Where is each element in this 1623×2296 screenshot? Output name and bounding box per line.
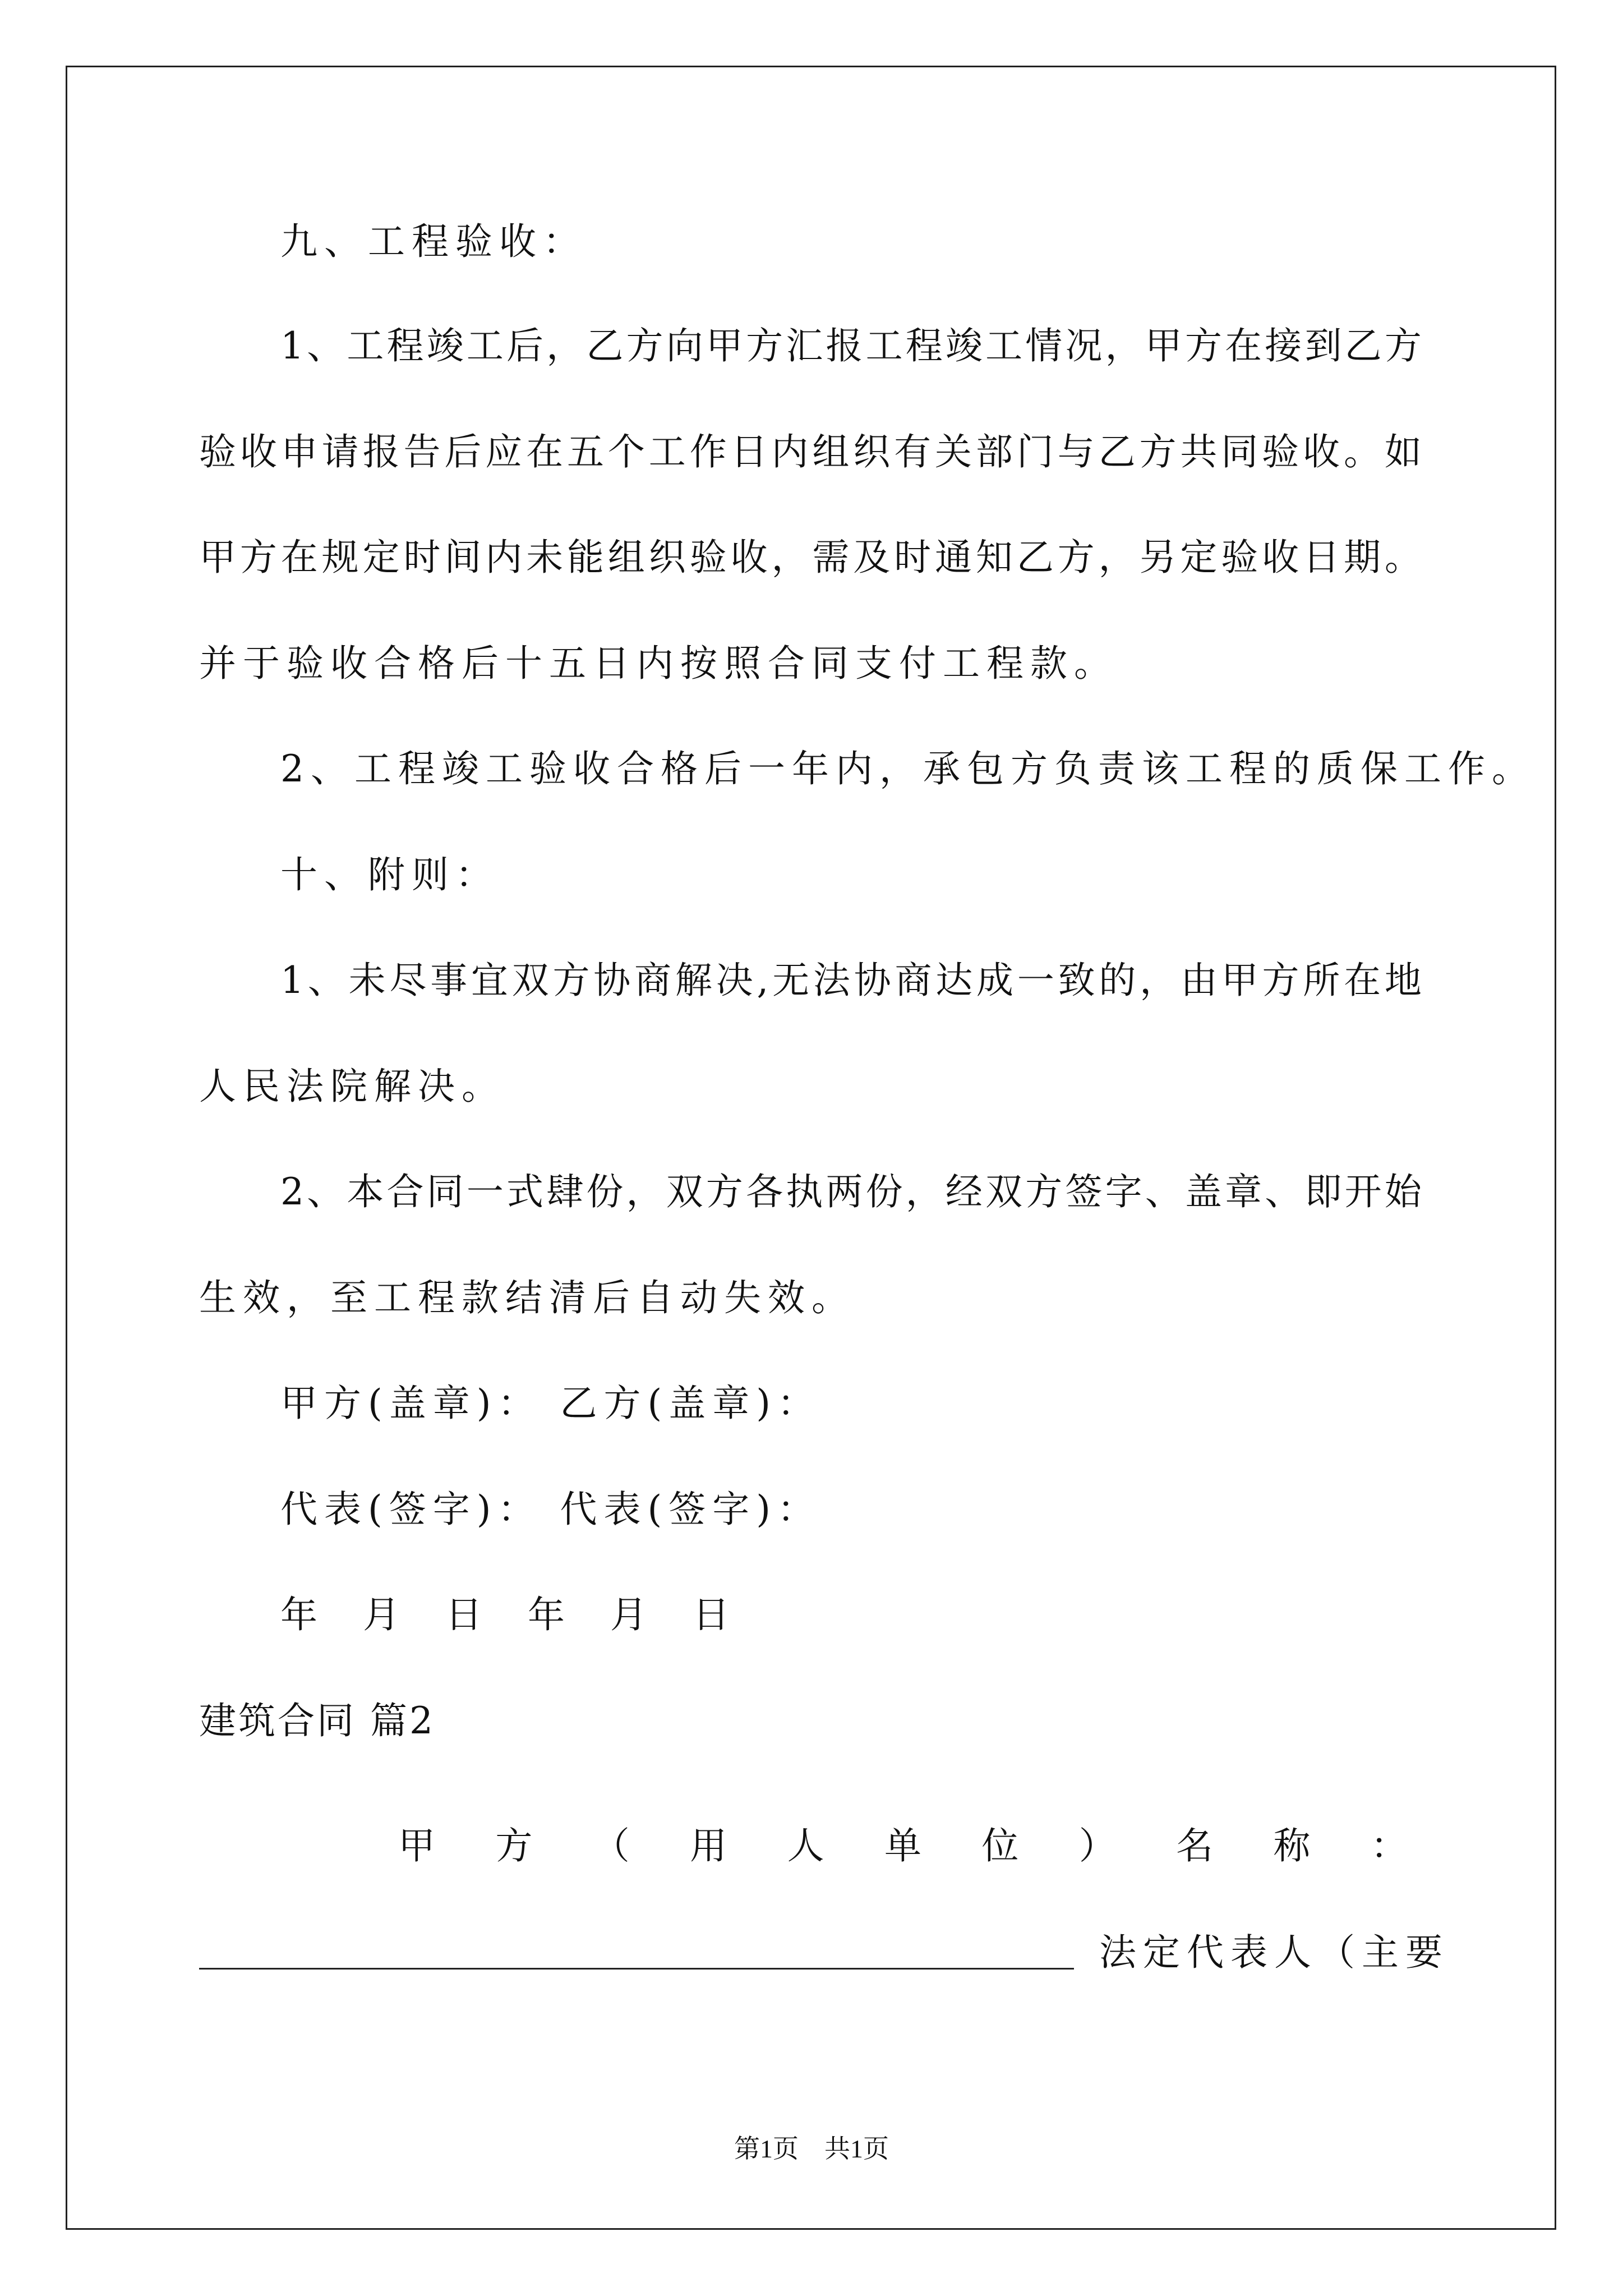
text-char: 方 bbox=[1057, 536, 1095, 579]
text-char: 达 bbox=[935, 959, 973, 1002]
spread-char: 单 bbox=[884, 1824, 921, 1867]
text-char: 织 bbox=[853, 430, 891, 473]
text-char: 工 bbox=[865, 324, 903, 367]
text-char: 、 bbox=[1265, 1170, 1302, 1213]
text-char: 在 bbox=[280, 536, 318, 579]
text-char: 始 bbox=[1384, 1170, 1422, 1213]
signature-sign-line: 代表(签字)： 代表(签字)： bbox=[280, 1488, 821, 1531]
text-char: ， bbox=[546, 324, 584, 367]
text-char: 内 bbox=[485, 536, 523, 579]
text-char: 门 bbox=[1016, 430, 1054, 473]
text-char: 工 bbox=[985, 324, 1023, 367]
text-char: 盖 bbox=[1184, 1170, 1222, 1213]
paragraph-line bbox=[199, 430, 1422, 473]
text-char: 执 bbox=[786, 1170, 823, 1213]
text-char: 两 bbox=[826, 1170, 863, 1213]
paragraph-line: 生效，至工程款结清后自动失效。 bbox=[199, 1276, 855, 1319]
spread-char: 用 bbox=[690, 1824, 727, 1867]
text-char: 、 bbox=[1145, 1170, 1182, 1213]
text-char: 五 bbox=[567, 430, 605, 473]
text-char: 汇 bbox=[786, 324, 823, 367]
text-char: 式 bbox=[506, 1170, 544, 1213]
text-char: 经 bbox=[945, 1170, 983, 1213]
text-char: 尽 bbox=[389, 959, 427, 1002]
text-char: 方 bbox=[706, 1170, 743, 1213]
text-char: 定 bbox=[362, 536, 400, 579]
text-char: 方 bbox=[1139, 430, 1177, 473]
text-char: 告 bbox=[403, 430, 441, 473]
text-char: 未 bbox=[526, 536, 564, 579]
text-char: 份 bbox=[865, 1170, 903, 1213]
text-char: 组 bbox=[812, 430, 850, 473]
text-char: 份 bbox=[586, 1170, 624, 1213]
spread-char: 甲 bbox=[398, 1824, 435, 1867]
text-char: 织 bbox=[648, 536, 686, 579]
paragraph-line: 2、工程竣工验收合格后一年内，承包方负责该工程的质保工作。 bbox=[280, 747, 1536, 790]
text-char: 知 bbox=[975, 536, 1013, 579]
text-char: 、 bbox=[307, 1170, 344, 1213]
paragraph-line bbox=[199, 536, 1422, 579]
text-char: 竣 bbox=[945, 324, 983, 367]
text-char: 商 bbox=[634, 959, 672, 1002]
text-char: 后 bbox=[506, 324, 544, 367]
text-char: 工 bbox=[347, 324, 384, 367]
paragraph-line: 人民法院解决。 bbox=[199, 1065, 505, 1108]
text-char: 乙 bbox=[1344, 324, 1382, 367]
text-char: 验 bbox=[689, 536, 727, 579]
text-char: 在 bbox=[1225, 324, 1262, 367]
spread-char: 位 bbox=[981, 1824, 1019, 1867]
text-char: 、 bbox=[307, 959, 345, 1002]
party-a-name-blank bbox=[199, 1968, 1074, 1970]
text-char: ， bbox=[771, 536, 809, 579]
text-char: 方 bbox=[239, 536, 277, 579]
text-char: 1 bbox=[280, 324, 304, 367]
text-char: 甲 bbox=[1145, 324, 1182, 367]
text-char: 本 bbox=[347, 1170, 384, 1213]
text-char: 。 bbox=[1343, 430, 1381, 473]
section-title-part2: 建筑合同 篇2 bbox=[199, 1699, 435, 1742]
paragraph-line bbox=[280, 1170, 1422, 1213]
text-char: 验 bbox=[1221, 536, 1258, 579]
text-char: 在 bbox=[1344, 959, 1381, 1002]
text-char: 程 bbox=[905, 324, 943, 367]
text-char: 事 bbox=[430, 959, 468, 1002]
text-char: 商 bbox=[895, 959, 932, 1002]
text-char: 定 bbox=[1180, 536, 1218, 579]
text-char: 字 bbox=[1105, 1170, 1142, 1213]
text-char: 日 bbox=[730, 430, 768, 473]
text-char: 与 bbox=[1057, 430, 1095, 473]
text-char: ， bbox=[1140, 959, 1177, 1002]
text-char: 接 bbox=[1265, 324, 1302, 367]
text-char: 验 bbox=[199, 430, 236, 473]
party-a-name-label bbox=[398, 1824, 1408, 1867]
text-char: 双 bbox=[666, 1170, 703, 1213]
text-char: 章 bbox=[1225, 1170, 1262, 1213]
spread-char: ） bbox=[1078, 1824, 1116, 1867]
spread-char: 名 bbox=[1176, 1824, 1214, 1867]
text-char: 一 bbox=[466, 1170, 504, 1213]
text-char: 方 bbox=[1184, 324, 1222, 367]
text-char: 另 bbox=[1139, 536, 1177, 579]
text-char: 如 bbox=[1384, 430, 1422, 473]
text-char: 、 bbox=[307, 324, 344, 367]
text-char: 未 bbox=[348, 959, 386, 1002]
text-char: 作 bbox=[689, 430, 727, 473]
signature-date-line: 年 月 日 年 月 日 bbox=[280, 1593, 746, 1636]
text-char: 收 bbox=[730, 536, 768, 579]
text-char: 请 bbox=[321, 430, 359, 473]
text-char: 组 bbox=[607, 536, 645, 579]
text-char: 规 bbox=[321, 536, 359, 579]
text-char: 1 bbox=[280, 959, 304, 1002]
text-char: 方 bbox=[552, 959, 590, 1002]
text-char: 能 bbox=[567, 536, 605, 579]
text-char: 验 bbox=[1262, 430, 1299, 473]
text-char: 地 bbox=[1384, 959, 1422, 1002]
text-char: 时 bbox=[403, 536, 441, 579]
text-char: 法 bbox=[813, 959, 850, 1002]
text-char: 报 bbox=[362, 430, 400, 473]
text-char: 开 bbox=[1344, 1170, 1382, 1213]
text-char: 。 bbox=[1384, 536, 1422, 579]
spread-char: 人 bbox=[787, 1824, 824, 1867]
text-char: 时 bbox=[894, 536, 932, 579]
text-char: 通 bbox=[935, 536, 972, 579]
text-char: 期 bbox=[1343, 536, 1381, 579]
text-char: 共 bbox=[1180, 430, 1218, 473]
spread-char: 方 bbox=[495, 1824, 533, 1867]
text-char: 内 bbox=[771, 430, 809, 473]
text-char: 方 bbox=[1025, 1170, 1063, 1213]
text-char: 肆 bbox=[546, 1170, 584, 1213]
text-char: 关 bbox=[935, 430, 972, 473]
legal-representative-label: 法定代表人（主要 bbox=[1099, 1931, 1449, 1974]
spread-char: （ bbox=[592, 1824, 630, 1867]
page-footer: 第1页 共1页 bbox=[734, 2134, 889, 2163]
text-char: 方 bbox=[626, 324, 663, 367]
text-char: 签 bbox=[1065, 1170, 1103, 1213]
text-char: 即 bbox=[1304, 1170, 1342, 1213]
text-char: 应 bbox=[485, 430, 523, 473]
text-char: 甲 bbox=[199, 536, 236, 579]
text-char: 情 bbox=[1025, 324, 1063, 367]
text-char: 申 bbox=[280, 430, 318, 473]
text-char: 后 bbox=[444, 430, 482, 473]
text-char: 收 bbox=[1262, 536, 1299, 579]
text-char: 方 bbox=[1384, 324, 1422, 367]
text-char: 协 bbox=[593, 959, 631, 1002]
text-char: 甲 bbox=[1221, 959, 1258, 1002]
text-char: 部 bbox=[975, 430, 1013, 473]
text-char: 甲 bbox=[706, 324, 743, 367]
page-border bbox=[66, 66, 1556, 2230]
text-char: 的 bbox=[1099, 959, 1136, 1002]
text-char: 需 bbox=[812, 536, 850, 579]
text-char: 2 bbox=[280, 1170, 304, 1213]
text-char: 到 bbox=[1304, 324, 1342, 367]
text-char: 况 bbox=[1065, 324, 1103, 367]
text-char: 有 bbox=[894, 430, 932, 473]
text-char: ， bbox=[1098, 536, 1136, 579]
text-char: 收 bbox=[239, 430, 277, 473]
text-char: 方 bbox=[1262, 959, 1299, 1002]
text-char: , bbox=[757, 959, 769, 1002]
text-char: 合 bbox=[386, 1170, 424, 1213]
text-char: 由 bbox=[1180, 959, 1218, 1002]
spread-char: ： bbox=[1370, 1824, 1408, 1867]
text-char: 无 bbox=[772, 959, 810, 1002]
text-char: ， bbox=[1105, 324, 1142, 367]
text-char: 工 bbox=[648, 430, 686, 473]
text-char: 及 bbox=[853, 536, 891, 579]
text-char: 方 bbox=[746, 324, 783, 367]
text-char: 所 bbox=[1303, 959, 1340, 1002]
section-heading-ten: 十、附则： bbox=[280, 853, 499, 896]
text-char: 向 bbox=[666, 324, 703, 367]
text-char: ， bbox=[626, 1170, 663, 1213]
text-char: 同 bbox=[426, 1170, 464, 1213]
text-char: 成 bbox=[976, 959, 1014, 1002]
signature-seal-line: 甲方(盖章)： 乙方(盖章)： bbox=[280, 1382, 821, 1425]
text-char: 工 bbox=[466, 324, 504, 367]
text-char: 乙 bbox=[586, 324, 624, 367]
text-char: 乙 bbox=[1016, 536, 1054, 579]
text-char: 宜 bbox=[471, 959, 508, 1002]
paragraph-line bbox=[280, 324, 1422, 367]
text-char: 收 bbox=[1303, 430, 1340, 473]
section-heading-nine: 九、工程验收： bbox=[280, 220, 587, 263]
text-char: 竣 bbox=[426, 324, 464, 367]
text-char: 双 bbox=[511, 959, 549, 1002]
text-char: 程 bbox=[386, 324, 424, 367]
text-char: 乙 bbox=[1098, 430, 1136, 473]
text-char: 各 bbox=[746, 1170, 783, 1213]
paragraph-line bbox=[280, 959, 1422, 1002]
text-char: 决 bbox=[716, 959, 753, 1002]
text-char: 日 bbox=[1303, 536, 1340, 579]
text-char: 同 bbox=[1221, 430, 1258, 473]
text-char: 报 bbox=[826, 324, 863, 367]
paragraph-line: 并于验收合格后十五日内按照合同支付工程款。 bbox=[199, 642, 1118, 685]
text-char: 致 bbox=[1058, 959, 1095, 1002]
spread-char: 称 bbox=[1273, 1824, 1311, 1867]
text-char: ， bbox=[905, 1170, 943, 1213]
text-char: 间 bbox=[444, 536, 482, 579]
text-char: 一 bbox=[1017, 959, 1054, 1002]
text-char: 解 bbox=[675, 959, 712, 1002]
text-char: 双 bbox=[985, 1170, 1023, 1213]
text-char: 协 bbox=[854, 959, 891, 1002]
text-char: 个 bbox=[607, 430, 645, 473]
text-char: 在 bbox=[526, 430, 564, 473]
